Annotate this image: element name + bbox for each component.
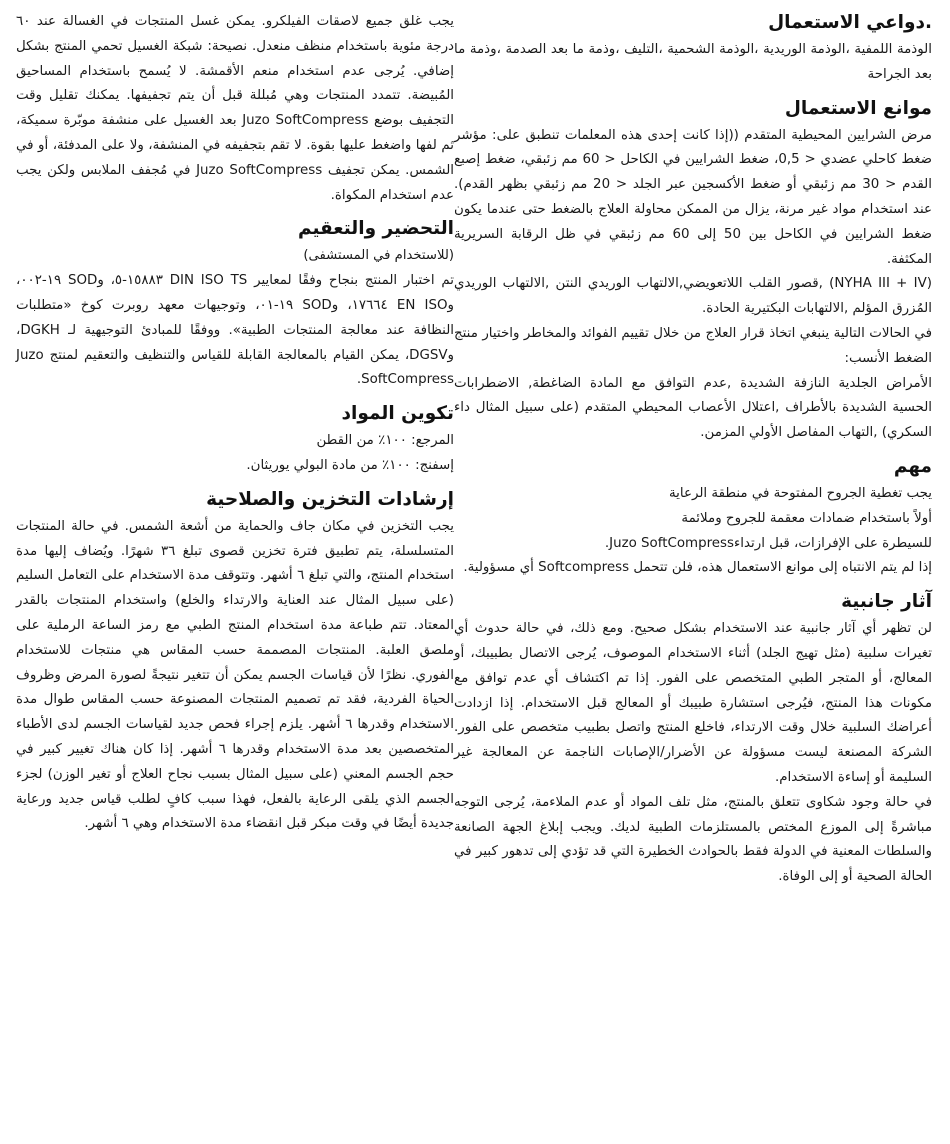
side-effects-section — [454, 589, 932, 890]
preparation-subtitle: (للاستخدام في المستشفى) — [303, 248, 454, 264]
indications-section — [454, 10, 932, 88]
side-effects-text-2: في حالة وجود شكاوى تتعلق بالمنتج، مثل تلف المواد أو عدم الملاءمة، يُرجى التوجه مباشرةً إلى الموزع المختص بالمستلزمات الطبية لديك. ويجب إبلاغ الجهة الصانعة والسلطات المعنية في الدولة فقط بالحوادث الخطيرة التي قد تؤدي إلى تدهور كبير في الحالة الصحية أو إلى الوفاة. — [454, 794, 932, 885]
contraindications-text-1: مرض الشرايين المحيطية المتقدم ((إذا كانت إحدى هذه المعلمات تنطبق على: مؤشر ضغط كاحلي عضدي < 0,5، ضغط الشرايين في الكاحل < 60 مم زئبقي، ضغط إصبع القدم < 30 مم زئبقي أو ضغط الأكسجين عبر الجلد < 20 مم زئبقي بظهر القدم). عند استخدام مواد غير مرنة، يزال من الممكن محاولة العلاج بالضغط حتى عندما يكون ضغط الشرايين في الكاحل بين 50 إلى 60 مم زئبقي في ظل الرقابة السريرية المكثفة. — [454, 127, 933, 267]
important-line-3: للسيطرة على الإفرازات، قبل ارتداءJuzo SoftCompress. — [604, 535, 932, 551]
material-title: تكوين المواد — [341, 403, 454, 425]
storage-title: إرشادات التخزين والصلاحية — [206, 488, 454, 510]
important-title: مهم — [893, 455, 932, 477]
left-column — [454, 10, 938, 1144]
care-text: يجب غلق جميع لاصقات الفيلكرو. يمكن غسل المنتجات في الغسالة عند ٦٠ درجة مئوية باستخدام منظف منعدل. نصيحة: شبكة الغسيل تحمي المنتج بشكل إضافي. يُرجى عدم استخدام منعم الأقمشة. لا يُسمح باستخدام المساحيق المُبيضة. تتمدد المنتجات وهي مُبللة قبل أن يتم تجفيفها. يمكنك تقليل وقت التجفيف بوضع Juzo SoftCompress بعد الغسيل على منشفة موبّرة سميكة، ثم لفها واضغط عليها بقوة. لا تقم بتجفيفه في المنشفة، ولا على المدفئة، أو في الشمس. يمكن تجفيف Juzo SoftCompress في مُجفف الملابس ولكن يجب عدم استخدام المكواة. — [16, 14, 455, 203]
storage-text: يجب التخزين في مكان جاف والحماية من أشعة الشمس. في حالة المنتجات المتسلسلة، يتم تطبيق فترة تخزين قصوى تبلغ ٣٦ شهرًا. ويُضاف إليها مدة استخدام المنتج، والتي تبلغ ٦ أشهر. وتتوقف مدة الاستخدام على التعامل السليم (على سبيل المثال عند العناية والارتداء والخلع) واستخدام المنتجات بالقدر المعتاد. تتم طباعة مدة استخدام المنتج الطبي مع رمز الساعة الرملية على ملصق العلبة. المنتجات المصممة حسب المقاس هي منتجات للاستخدام الفوري. نظرًا لأن قياسات الجسم يمكن أن تتغير نتيجةً لصورة المرض وظروف الحياة الفردية، فقد تم تصميم المنتجات المصنوعة حسب المقاس طوال مدة الاستخدام وقدرها ٦ أشهر. يلزم إجراء فحص جديد لقياسات الجسم لدى الأطباء المتخصصين بعد مدة الاستخدام وقدرها ٦ أشهر. إذا كان هناك تغيير كبير في حجم الجسم المعني (على سبيل المثال بسبب نجاح العلاج أو تغير الوزن) لجزء الجسم الذي يلقى الرعاية بالفعل، فهذا سبب كافٍ لطلب قياس جديد ورعاية جديدة أيضًا في وقت مبكر قبل انقضاء مدة الاستخدام وهي ٦ أشهر. — [16, 518, 455, 832]
contraindications-text-3: في الحالات التالية ينبغي اتخاذ قرار العلاج من خلال تقييم الفوائد والمخاطر واختيار منتج الضغط الأنسب: — [454, 325, 932, 366]
important-line-4: إذا لم يتم الانتباه إلى موانع الاستعمال هذه، فلن تتحمل Softcompress أي مسؤولية. — [463, 560, 932, 576]
important-line-1: يجب تغطية الجروح المفتوحة في منطقة الرعاية — [668, 485, 932, 501]
right-column — [6, 10, 454, 1144]
preparation-section — [16, 216, 454, 393]
contraindications-text-4: الأمراض الجلدية النازفة الشديدة ,عدم التوافق مع المادة الضاغطة, الاضطرابات الحسية الشديدة بالأطراف ,اعتلال الأعصاب المحيطي المتقدم (على سبيل المثال داء السكري) ,التهاب المفاصل الأولي المزمن. — [454, 375, 932, 441]
important-line-2: أولاً باستخدام ضمادات معقمة للجروح وملائمة — [681, 510, 932, 526]
contraindications-section — [454, 96, 932, 446]
important-section — [454, 454, 932, 581]
indications-title: .دواعي الاستعمال — [768, 12, 932, 33]
material-sponge: إسفنج: ١٠٠٪ من مادة البولي يوريثان. — [246, 457, 454, 473]
preparation-title: التحضير والتعقيم — [297, 218, 454, 240]
storage-section — [16, 487, 454, 837]
contraindications-title: موانع الاستعمال — [784, 97, 932, 119]
side-effects-text-1: لن تظهر أي آثار جانبية عند الاستخدام بشكل صحيح. ومع ذلك، في حالة حدوث أي تغيرات سلبية (مثل تهيج الجلد) أثناء الاستخدام الموصوف، يُرجى الاتصال بطبيبك، أو المعالج، أو المتجر الطبي المتخصص على الفور. إذا تم اكتشاف أي عدم توافق مع مكونات هذا المنتج، فيُرجى استشارة طبيبك أو المعالج قبل الاستخدام. إذا ازدادت أعراضك السلبية خلال وقت الارتداء، فاخلع المنتج واتصل بطبيب متخصص على الفور. الشركة المصنعة ليست مسؤولة عن الأضرار/الإصابات الناجمة عن المعالجة غير السليمة أو إساءة الاستخدام. — [454, 621, 932, 785]
side-effects-title: آثار جانبية — [841, 591, 932, 613]
material-section — [16, 401, 454, 479]
preparation-text: تم اختبار المنتج بنجاح وفقًا لمعايير DIN ISO TS ١٥٨٨٣-٥، وSOD ١٩-٠٠٢، وEN ISO ١٧٦٦٤، وSOD ١٩-٠١، وتوجيهات معهد روبرت كوخ «متطلبات النظافة عند معالجة المنتجات الطبية». ووفقًا للمبادئ التوجيهية لـ DGKH، وDGSV، يمكن القيام بالمعالجة القابلة للقياس والتنظيف والتعقيم لمنتج Juzo SoftCompress. — [16, 273, 454, 388]
indications-text: الوذمة اللمفية ،الوذمة الوريدية ،الوذمة الشحمية ،التليف ،وذمة ما بعد الصدمة ،وذمة ما بعد الجراحة — [454, 42, 932, 82]
care-section — [16, 10, 454, 208]
contraindications-text-2: (NYHA III + IV) ,قصور القلب اللاتعويضي,الالتهاب الوريدي النتن ,الالتهاب الوريدي المُزرق المؤلم ,الالتهابات البكتيرية الحادة. — [454, 276, 933, 317]
material-cover: المرجع: ١٠٠٪ من القطن — [316, 433, 454, 449]
